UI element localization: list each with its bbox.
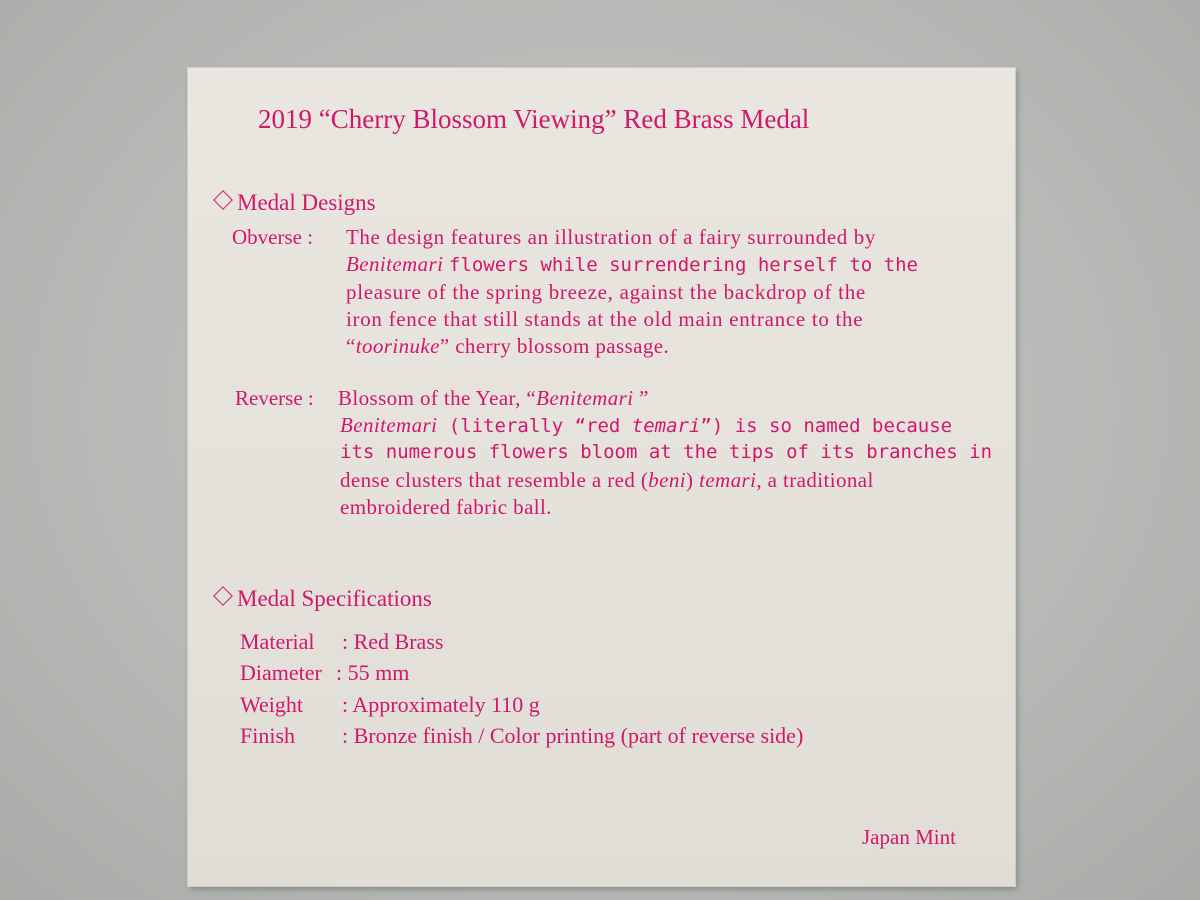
- spec-label-finish: Finish: [240, 723, 296, 748]
- obverse-line-2-text: flowers while surrendering herself to the: [448, 254, 918, 276]
- spec-value-diameter: : 55 mm: [336, 660, 410, 685]
- spec-value-finish: : Bronze finish / Color printing (part of reverse side): [342, 723, 804, 748]
- obverse-line-1: The design features an illustration of a fairy surrounded by: [346, 225, 876, 249]
- spec-label-diameter: Diameter: [240, 660, 322, 685]
- reverse-line-1-text: Blossom of the Year, “: [338, 386, 537, 410]
- obverse-line-2: [346, 254, 918, 275]
- specs-heading: [210, 587, 432, 610]
- reverse-line-4-end: , a traditional: [756, 468, 874, 492]
- reverse-line-4: [340, 470, 874, 491]
- reverse-label: Reverse :: [235, 386, 314, 410]
- reverse-line-2-part: (literally “red: [437, 415, 632, 437]
- specs-heading-label: Medal Specifications: [237, 586, 432, 611]
- issuer-footer: Japan Mint: [862, 825, 956, 849]
- open-quote: “: [346, 334, 356, 358]
- obverse-line-4: iron fence that still stands at the old main entrance to the: [346, 307, 864, 331]
- card-title: 2019 “Cherry Blossom Viewing” Red Brass Medal: [258, 104, 810, 134]
- obverse-line-5-text: ” cherry blossom passage.: [439, 334, 670, 358]
- spec-value-weight: : Approximately 110 g: [342, 692, 540, 717]
- designs-heading-label: Medal Designs: [237, 190, 376, 215]
- temari-term: temari: [631, 415, 701, 437]
- benitemari-term: Benitemari: [346, 252, 444, 276]
- obverse-label: Obverse :: [232, 225, 314, 249]
- designs-heading: [210, 191, 376, 214]
- obverse-line-3: pleasure of the spring breeze, against the backdrop of the: [346, 280, 866, 304]
- temari-term: temari: [699, 468, 757, 492]
- reverse-line-1: [338, 388, 649, 409]
- spec-label-material: Material: [240, 629, 315, 654]
- toorinuke-term: toorinuke: [355, 334, 440, 358]
- diamond-bullet-icon: [213, 190, 233, 210]
- benitemari-term: Benitemari: [340, 413, 438, 437]
- info-card: [188, 68, 1015, 886]
- obverse-line-5: [346, 336, 669, 357]
- benitemari-term: Benitemari: [536, 386, 634, 410]
- diamond-bullet-icon: [213, 586, 233, 606]
- close-quote: ”: [633, 386, 649, 410]
- reverse-line-3: its numerous flowers bloom at the tips of its branches in: [340, 441, 993, 463]
- reverse-line-2: [340, 415, 952, 436]
- spec-value-material: : Red Brass: [342, 629, 444, 654]
- reverse-line-2-text: ”) is so named because: [700, 415, 953, 437]
- reverse-line-4-text: dense clusters that resemble a red (: [340, 468, 649, 492]
- spec-label-weight: Weight: [240, 692, 303, 717]
- reverse-line-4-paren: ): [686, 468, 700, 492]
- reverse-line-5: embroidered fabric ball.: [340, 495, 552, 519]
- beni-term: beni: [648, 468, 687, 492]
